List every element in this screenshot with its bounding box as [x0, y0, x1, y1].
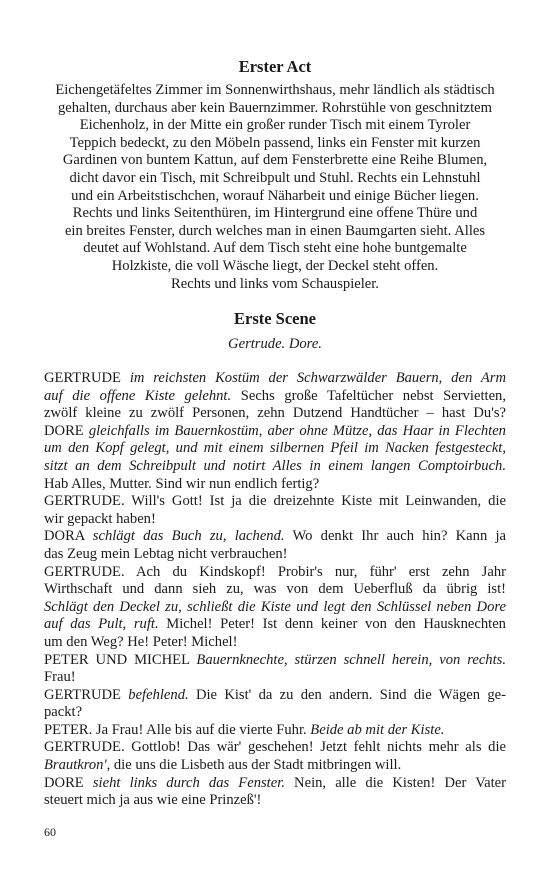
page-number: 60	[44, 825, 56, 839]
speech-text: DORA	[44, 528, 93, 545]
speech-text: PETER. Ja Frau! Alle bis auf die vierte Fuhr.	[44, 721, 311, 738]
dialogue-line	[44, 704, 506, 722]
dialogue-block	[44, 370, 506, 810]
speech-text: steuert mich ja aus wie eine Prinzeß'!	[44, 792, 262, 809]
dialogue-line	[44, 458, 506, 476]
stage-line: Eichenholz, in der Mitte ein großer runder Tisch mit einem Tyroler	[79, 117, 471, 134]
speech-text: GERTRUDE. Ach du Kindskopf! Probir's nur, führ' erst zehn Jahr	[44, 563, 506, 580]
dialogue-line	[44, 546, 506, 564]
speech-text: GERTRUDE. Will's Gott! Ist ja die dreizehnte Kiste mit Leinwanden, die	[44, 493, 506, 510]
dialogue-line	[44, 616, 506, 634]
dialogue-line	[44, 405, 506, 423]
stage-line: Rechts und links Seitenthüren, im Hintergrund eine offene Thüre und	[72, 205, 478, 222]
stage-line: ein breites Fenster, durch welches man in einen Baumgarten sieht. Alles	[64, 222, 486, 239]
speech-text: Die Kist' da zu den andern. Sind die Wägen ge-	[188, 686, 506, 703]
dialogue-line	[44, 388, 506, 406]
stage-line: Holzkiste, die voll Wäsche liegt, der Deckel steht offen.	[111, 257, 439, 274]
dialogue-line	[44, 739, 506, 757]
speech-text: wir gepackt haben!	[44, 510, 156, 527]
stage-direction-text: schlägt das Buch zu, lachend.	[92, 528, 285, 545]
speech-text: , die uns die Lisbeth aus der Stadt mitbringen will.	[106, 757, 402, 774]
stage-direction-text: im reichsten Kostüm der Schwarzwälder Bauern, den Arm	[129, 370, 506, 386]
act-title: Erster Act	[238, 57, 312, 76]
dialogue-line	[44, 564, 506, 582]
speech-text: packt?	[44, 704, 83, 721]
speech-text: zwölf kleine zu zwölf Personen, zehn Dutzend Handtücher – hast Du's?	[44, 405, 506, 422]
dialogue-line	[44, 370, 506, 388]
speech-text: Michel! Peter! Ist denn keiner von den Hausknechten	[158, 616, 506, 633]
speech-text: Wo denkt Ihr auch hin? Kann ja	[284, 528, 507, 545]
stage-direction-text: Beide ab mit der Kiste.	[310, 721, 445, 738]
stage-line: Rechts und links vom Schauspieler.	[171, 275, 379, 292]
dialogue-line	[44, 757, 506, 775]
stage-direction-text: Schlägt den Deckel zu, schließt die Kiste und legt den Schlüssel neben Dore	[44, 598, 506, 615]
stage-direction-text: um den Kopf gelegt, und mit einem silbernen Pfeil im Nacken festgesteckt,	[44, 440, 506, 457]
speech-text: GERTRUDE. Gottlob! Das wär' geschehen! Jetzt fehlt nichts mehr als die	[44, 739, 506, 756]
stage-line: gehalten, durchaus aber kein Bauernzimmer. Rohrstühle von geschnitztem	[57, 99, 493, 116]
speech-text: Wirthschaft und dann sieh zu, was von dem Ueberfluß da übrig ist!	[44, 581, 506, 598]
stage-direction-text: Bauernknechte, stürzen schnell herein, von rechts.	[196, 651, 506, 668]
dialogue-line	[44, 511, 506, 529]
speech-text: GERTRUDE	[44, 686, 129, 703]
speech-text: Hab Alles, Mutter. Sind wir nun endlich fertig?	[44, 475, 320, 492]
speech-text: GERTRUDE	[44, 370, 130, 386]
speech-text: Sechs große Tafeltücher nebst Servietten,	[231, 387, 506, 404]
speech-text: Frau!	[44, 669, 76, 686]
stage-direction-text: auf die offene Kiste gelehnt.	[44, 387, 232, 404]
stage-direction-text: sieht links durch das Fenster.	[92, 774, 285, 791]
scene-cast: Gertrude. Dore.	[228, 336, 322, 352]
dialogue-line	[44, 493, 506, 511]
dialogue-line	[44, 652, 506, 670]
stage-line: Teppich bedeckt, zu den Möbeln passend, links ein Fenster mit kurzen	[69, 134, 481, 151]
dialogue-line	[44, 440, 506, 458]
speech-text: DORE	[44, 774, 93, 791]
dialogue-line	[44, 775, 506, 793]
speech-text: Nein, alle die Kisten! Der Vater	[284, 774, 506, 791]
dialogue-line	[44, 687, 506, 705]
dialogue-line	[44, 634, 506, 652]
stage-line: und ein Arbeitstischchen, worauf Näharbeit und einige Bücher liegen.	[71, 187, 479, 204]
dialogue-line	[44, 476, 506, 494]
speech-text: um den Weg? He! Peter! Michel!	[44, 633, 238, 650]
dialogue-line	[44, 599, 506, 617]
dialogue-line	[44, 423, 506, 441]
dialogue-line	[44, 581, 506, 599]
speech-text: PETER UND MICHEL	[44, 651, 197, 668]
stage-line: deutet auf Wohlstand. Auf dem Tisch steht eine hohe buntgemalte	[83, 240, 467, 257]
stage-direction-text: auf das Pult, ruft.	[44, 616, 159, 633]
stage-direction-text: sitzt an dem Schreibpult und notirt Alles in einem langen Comptoirbuch.	[44, 457, 506, 474]
stage-direction-text: Brautkron'	[44, 757, 107, 774]
stage-line: Eichengetäfeltes Zimmer im Sonnenwirthshaus, mehr ländlich als städtisch	[55, 82, 495, 98]
dialogue-line	[44, 792, 506, 810]
speech-text: DORE	[44, 422, 89, 439]
stage-direction-text: gleichfalls im Bauernkostüm, aber ohne Mütze, das Haar in Flechten	[88, 422, 506, 439]
scene-title: Erste Scene	[233, 309, 317, 328]
speech-text: das Zeug mein Lebtag nicht verbrauchen!	[44, 545, 288, 562]
dialogue-line	[44, 669, 506, 687]
stage-line: Gardinen von buntem Kattun, auf dem Fensterbrette eine Reihe Blumen,	[62, 152, 488, 169]
stage-direction-text: befehlend.	[128, 686, 189, 703]
stage-line: dicht davor ein Tisch, mit Schreibpult und Stuhl. Rechts ein Lehnstuhl	[69, 169, 481, 186]
dialogue-line	[44, 528, 506, 546]
stage-directions	[44, 82, 506, 293]
dialogue-line	[44, 722, 506, 740]
